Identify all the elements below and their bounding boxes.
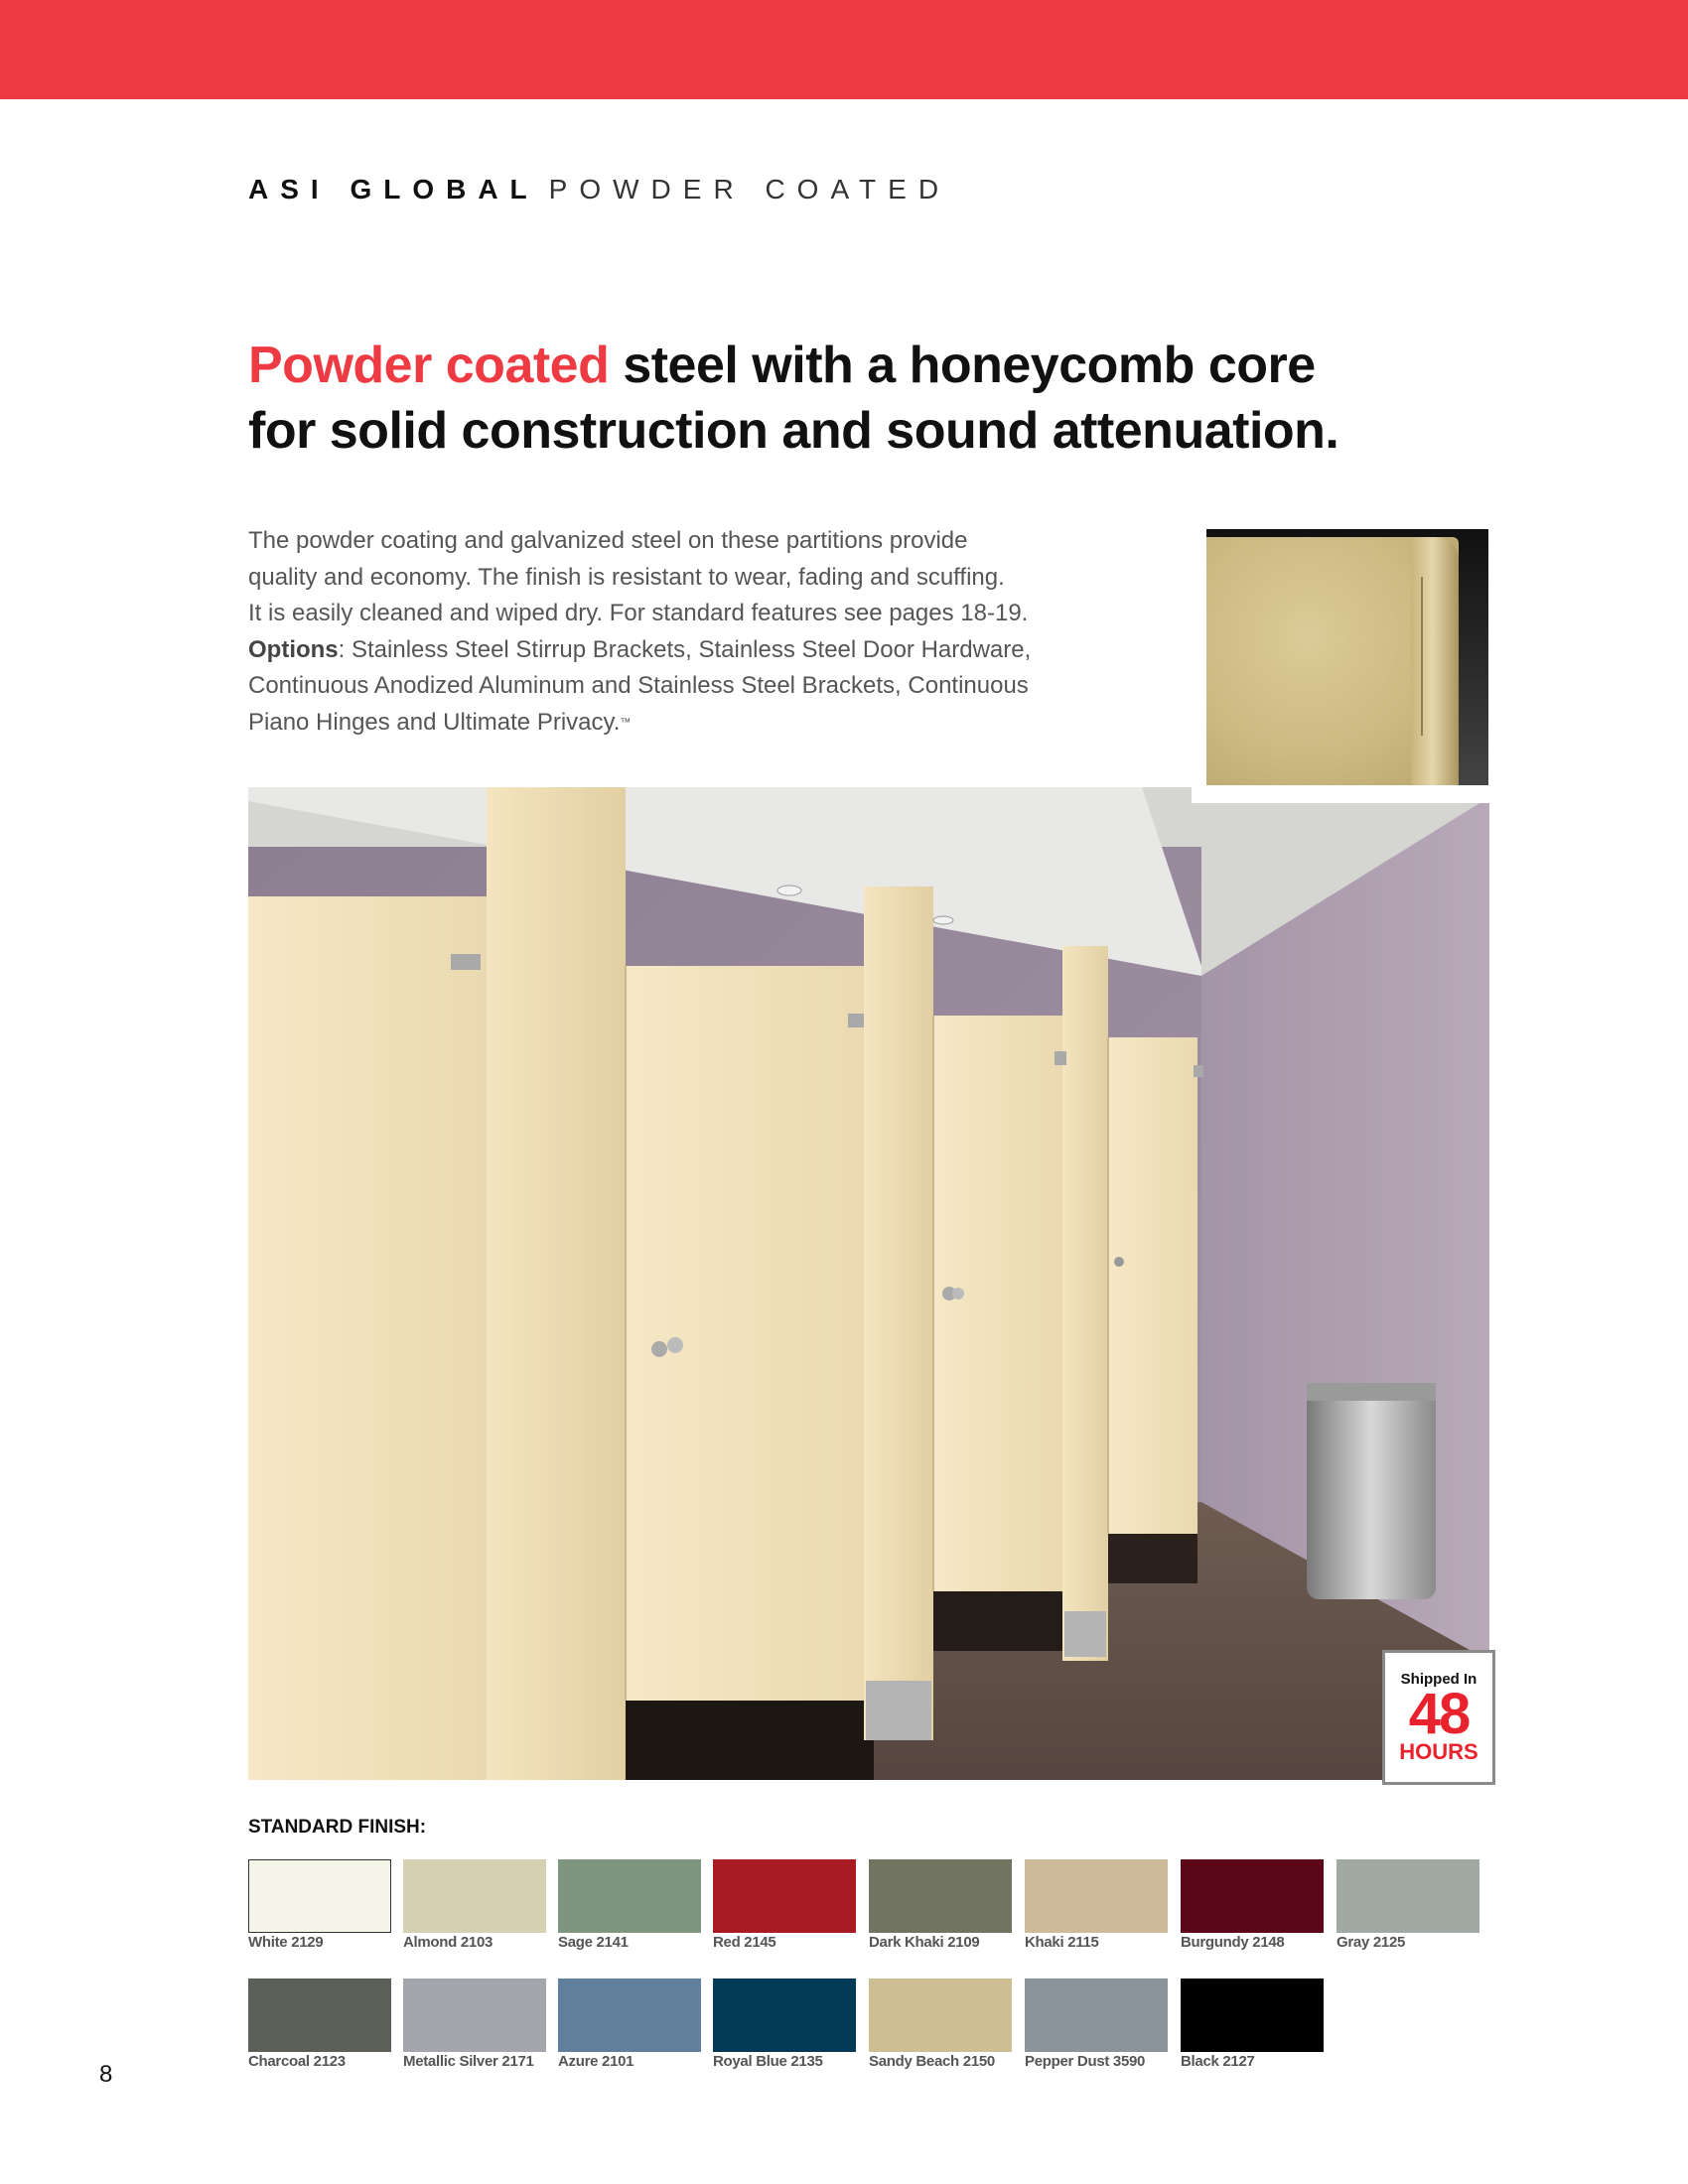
swatch-label: Gray 2125 [1336,1934,1406,1951]
color-swatch [1025,1979,1168,2052]
page-number: 8 [99,2061,113,2088]
description [248,523,1142,741]
color-swatch [1181,1979,1324,2052]
swatch-label: Burgundy 2148 [1181,1934,1285,1951]
color-swatch [1025,1859,1168,1933]
restroom-partition-photo [248,787,1489,1780]
description-line: quality and economy. The finish is resistant to wear, fading and scuffing. [248,563,1005,591]
color-swatch [1181,1859,1324,1933]
description-line: The powder coating and galvanized steel on these partitions provide [248,527,968,554]
shipping-badge [1382,1650,1495,1785]
trademark-symbol: ™ [620,716,632,729]
swatch-label: Sandy Beach 2150 [869,2053,995,2070]
restroom-illustration [248,787,1489,1780]
photo-notch [1192,787,1489,803]
swatch-label: Sage 2141 [558,1934,629,1951]
section-label [248,174,950,205]
swatch-label: Charcoal 2123 [248,2053,346,2070]
product-category: POWDER COATED [548,174,951,205]
swatch-label: Black 2127 [1181,2053,1255,2070]
swatch-label: Metallic Silver 2171 [403,2053,534,2070]
options-label: Options [248,635,339,663]
color-swatch [558,1979,701,2052]
options-line [248,705,1142,742]
top-color-bar [0,0,1688,99]
swatch-label: Almond 2103 [403,1934,493,1951]
badge-number: 48 [1408,1682,1470,1746]
options-line: Continuous Anodized Aluminum and Stainless Steel Brackets, Continuous [248,672,1029,699]
color-swatch [403,1979,546,2052]
headline-accent: Powder coated [248,337,610,394]
color-swatch [1336,1859,1479,1933]
swatch-label: Royal Blue 2135 [713,2053,823,2070]
swatch-label: Pepper Dust 3590 [1025,2053,1146,2070]
options-text: : Stainless Steel Stirrup Brackets, Stainless Steel Door Hardware, [338,635,1032,663]
swatch-label: Azure 2101 [558,2053,634,2070]
description-line: It is easily cleaned and wiped dry. For standard features see pages 18-19. [248,600,1029,626]
color-swatch [248,1859,391,1933]
color-swatch [558,1859,701,1933]
swatch-label: Red 2145 [713,1934,776,1951]
swatch-label: Khaki 2115 [1025,1934,1099,1951]
options-text: Piano Hinges and Ultimate Privacy. [248,708,621,736]
brand-name: ASI GLOBAL [248,174,539,205]
options-line [248,632,1142,669]
color-swatch [869,1859,1012,1933]
headline-line1: steel with a honeycomb core [609,337,1316,394]
swatch-label: White 2129 [248,1934,324,1951]
badge-shipped-in: Shipped In [1400,1671,1477,1688]
standard-finish-title: STANDARD FINISH: [248,1817,427,1838]
panel-groove [1421,577,1423,736]
finish-closeup-image [1206,529,1488,785]
color-swatch [869,1979,1012,2052]
badge-hours: HOURS [1399,1739,1478,1764]
swatch-label: Dark Khaki 2109 [869,1934,980,1951]
color-swatch [403,1859,546,1933]
color-swatch [713,1979,856,2052]
headline-line2: for solid construction and sound attenuation. [248,402,1339,460]
panel-edge [1411,537,1459,785]
color-swatch [713,1859,856,1933]
color-swatch [248,1979,391,2052]
headline [248,333,1340,464]
